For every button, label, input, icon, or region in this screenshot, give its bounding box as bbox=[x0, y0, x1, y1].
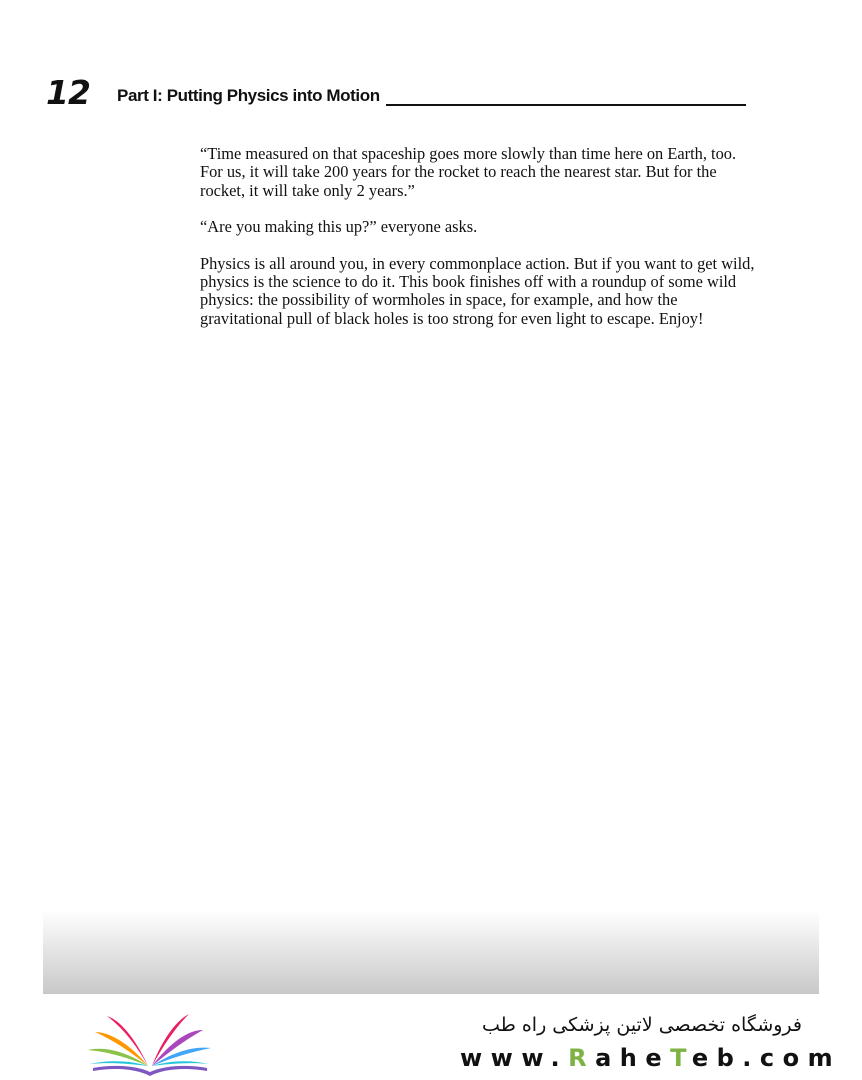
brand-url-suffix: eb.com bbox=[691, 1044, 842, 1072]
brand-url-t: T bbox=[670, 1044, 692, 1072]
brand-url-prefix: www. bbox=[460, 1044, 569, 1072]
paragraph-1: “Time measured on that spaceship goes more slowly than time here on Earth, too. For us, it will take 200 years for the rocket to reach the nearest star. But for the rocket, it will take only 2 years.” bbox=[200, 144, 737, 200]
brand-url bbox=[460, 1044, 841, 1072]
main-text-body bbox=[200, 145, 755, 346]
brand-url-ahe: ahe bbox=[595, 1044, 671, 1072]
running-header-title: Part I: Putting Physics into Motion bbox=[117, 86, 380, 105]
paragraph-2: “Are you making this up?” everyone asks. bbox=[200, 217, 478, 237]
page-bottom-shadow bbox=[43, 910, 819, 994]
header-rule bbox=[386, 104, 746, 106]
brand-url-r: R bbox=[568, 1044, 596, 1072]
paragraph-3: Physics is all around you, in every commonplace action. But if you want to get wild, physics is the science to do it. This book finishes off with a roundup of some wild physics: the possibility of wormholes in space, for example, and how the gravitational pull of black holes is too strong for even light to escape. Enjoy! bbox=[200, 253, 755, 328]
open-book-logo-icon bbox=[85, 1008, 215, 1078]
page-number: 12 bbox=[46, 73, 90, 112]
brand-persian-text: فروشگاه تخصصی لاتین پزشکی راه طب bbox=[482, 1014, 802, 1036]
